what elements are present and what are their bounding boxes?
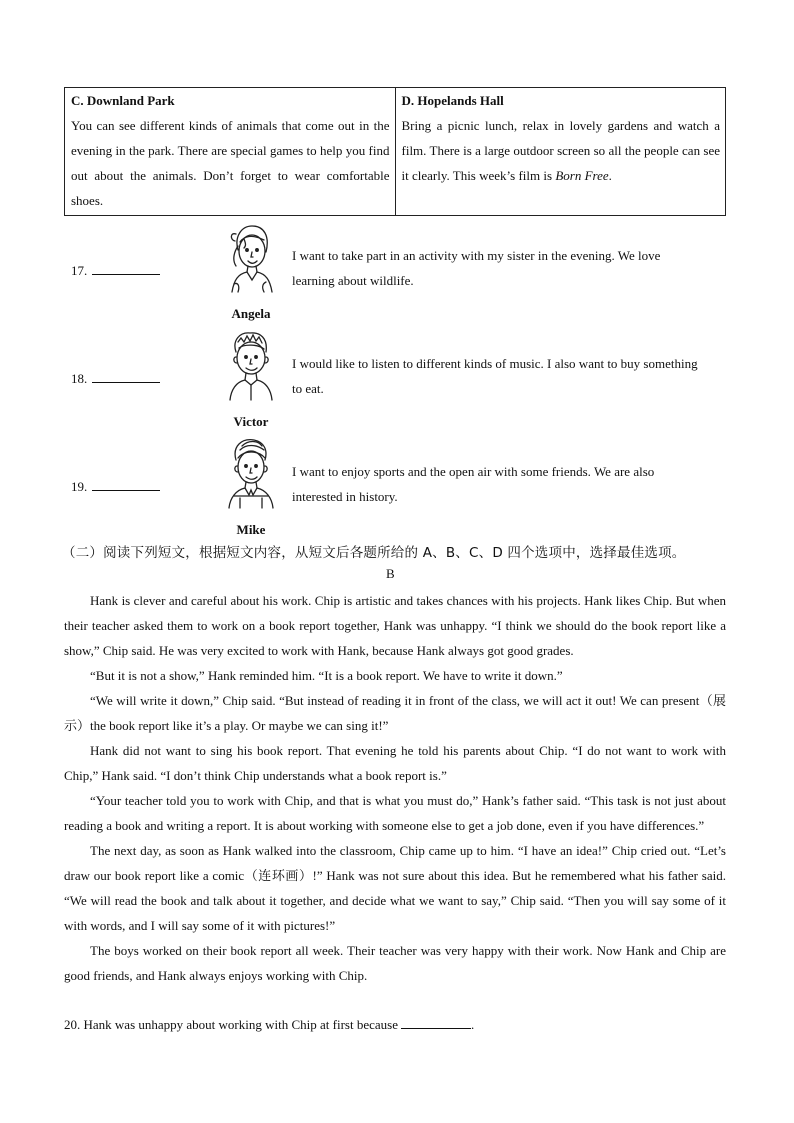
place-description-text: Bring a picnic lunch, relax in lovely gardens and watch a film. There is a large outdoor screen so all the people can see it clearly. This week’s film is bbox=[401, 118, 720, 183]
answer-blank[interactable] bbox=[92, 262, 160, 275]
places-table bbox=[64, 87, 726, 216]
question-number: 19. bbox=[71, 479, 88, 494]
boy-portrait-icon bbox=[222, 438, 278, 510]
reading-passage bbox=[64, 588, 726, 988]
place-title: C. Downland Park bbox=[71, 93, 175, 108]
matching-item-mike bbox=[0, 438, 794, 546]
student-statement: I would like to listen to different kinds of music. I also want to buy something to eat. bbox=[292, 356, 698, 396]
place-description-end: . bbox=[608, 168, 612, 183]
question-stem: 20. Hank was unhappy about working with Chip at first because bbox=[64, 1017, 398, 1032]
student-name: Victor bbox=[233, 414, 269, 429]
question-20 bbox=[64, 1012, 474, 1037]
places-row bbox=[65, 88, 726, 216]
question-number: 17. bbox=[71, 263, 88, 278]
question-number: 18. bbox=[71, 371, 88, 386]
film-title: Born Free bbox=[555, 168, 609, 183]
place-title: D. Hopelands Hall bbox=[401, 93, 504, 108]
answer-blank[interactable] bbox=[92, 478, 160, 491]
place-description: You can see different kinds of animals that come out in the evening in the park. There are special games to help you find out about the animals. Don’t forget to wear comfortable shoes. bbox=[71, 118, 390, 208]
section-instruction: （二）阅读下列短文，根据短文内容，从短文后各题所给的 A、B、C、D 四个选项中，选择最佳选项。 bbox=[62, 545, 686, 561]
passage-letter: B bbox=[386, 566, 395, 581]
passage-paragraph: Hank did not want to sing his book report. That evening he told his parents about Chip. “I do not want to work with Chip,” Hank said. “I don’t think Chip understands what a book report is.” bbox=[64, 743, 726, 783]
student-statement: I want to take part in an activity with my sister in the evening. We love learning about wildlife. bbox=[292, 248, 661, 288]
place-description bbox=[402, 113, 721, 188]
matching-item-angela bbox=[0, 222, 794, 330]
matching-item-victor bbox=[0, 330, 794, 438]
passage-paragraph: “Your teacher told you to work with Chip, and that is what you must do,” Hank’s father said. “This task is not just about reading a book and writing a report. It is about working with someone else to get a job done, even if you have differences.” bbox=[64, 793, 726, 833]
student-name: Mike bbox=[236, 522, 266, 537]
student-statement: I want to enjoy sports and the open air with some friends. We are also interested in history. bbox=[292, 464, 655, 504]
passage-paragraph: “But it is not a show,” Hank reminded him. “It is a book report. We have to write it down.” bbox=[90, 668, 563, 683]
place-cell-c bbox=[65, 88, 396, 216]
passage-paragraph: “We will write it down,” Chip said. “But instead of reading it in front of the class, we will act it out! We can present（展示）the book report like it’s a play. Or maybe we can sing it!” bbox=[64, 693, 726, 733]
passage-paragraph: The boys worked on their book report all week. Their teacher was very happy with their work. Now Hank and Chip are good friends, and Hank always enjoys working with Chip. bbox=[64, 943, 726, 983]
girl-portrait-icon bbox=[222, 222, 278, 294]
place-cell-d bbox=[395, 88, 726, 216]
student-name: Angela bbox=[231, 306, 271, 321]
answer-blank[interactable] bbox=[401, 1016, 471, 1029]
question-end: . bbox=[470, 1017, 475, 1032]
passage-paragraph: Hank is clever and careful about his work. Chip is artistic and takes chances with his projects. Hank likes Chip. But when their teacher asked them to work on a book report together, Hank was unhappy. “I think we should do the book report like a show,” Chip said. He was very excited to work with Hank, because Hank always got good grades. bbox=[64, 593, 726, 658]
boy-portrait-icon bbox=[222, 330, 278, 402]
passage-paragraph: The next day, as soon as Hank walked into the classroom, Chip came up to him. “I have an idea!” Chip cried out. “Let’s draw our book report like a comic（连环画）!” Hank was not sure about this idea. But he remembered what his father said. “We will read the book and talk about it together, and decide what we want to say,” Chip said. “Then you will say some of it with words, and I will say some of it with pictures!” bbox=[64, 843, 726, 933]
answer-blank[interactable] bbox=[92, 370, 160, 383]
